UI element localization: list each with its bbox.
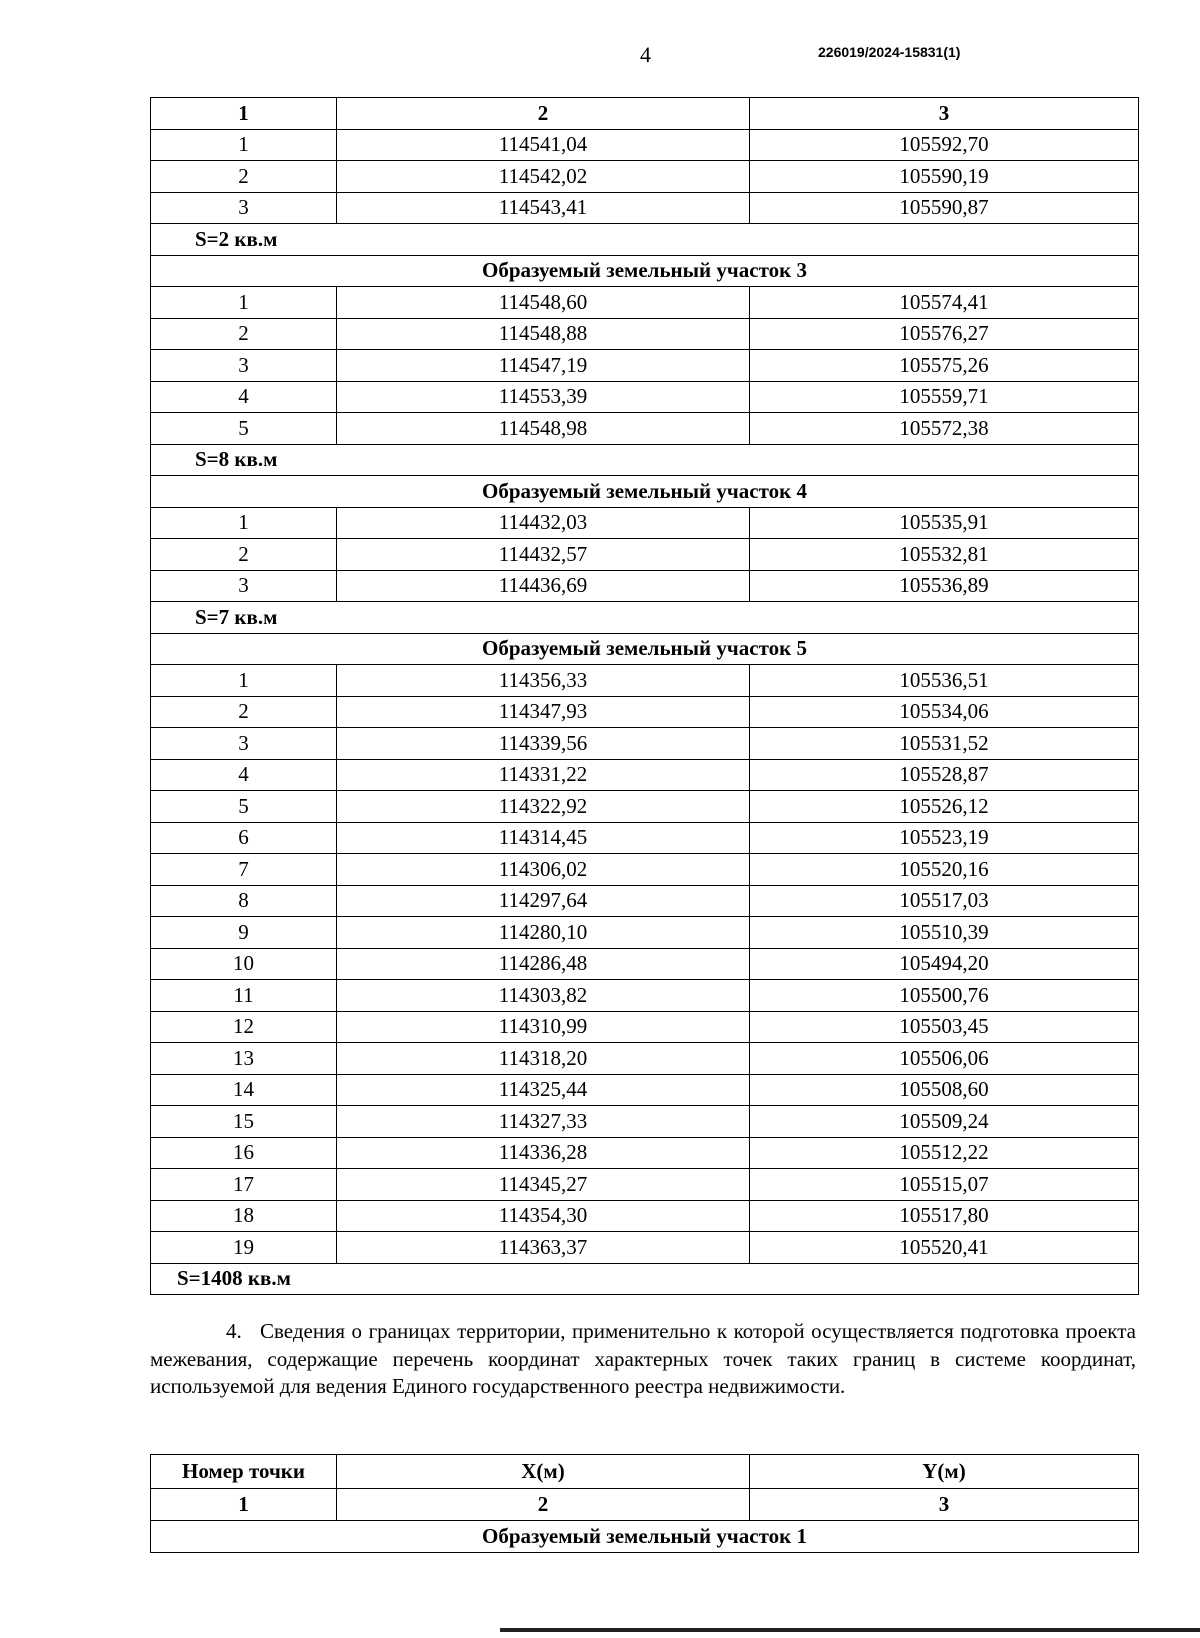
point-number-cell: 4 — [151, 381, 337, 413]
x-coordinate-cell: 114310,99 — [337, 1011, 750, 1043]
point-number-cell: 14 — [151, 1074, 337, 1106]
table-row — [151, 854, 1139, 886]
y-coordinate-cell: 105526,12 — [750, 791, 1139, 823]
header-cell-point-number: Номер точки — [151, 1455, 337, 1489]
area-row — [151, 602, 1139, 634]
table-header-row — [151, 1455, 1139, 1489]
point-number-cell: 7 — [151, 854, 337, 886]
page-number: 4 — [640, 42, 651, 67]
x-coordinate-cell: 114325,44 — [337, 1074, 750, 1106]
table-row — [151, 1011, 1139, 1043]
y-coordinate-cell: 105532,81 — [750, 539, 1139, 571]
y-coordinate-cell: 105575,26 — [750, 350, 1139, 382]
table-row — [151, 885, 1139, 917]
point-number-cell: 18 — [151, 1200, 337, 1232]
x-coordinate-cell: 114322,92 — [337, 791, 750, 823]
area-row — [151, 224, 1139, 256]
y-coordinate-cell: 105590,19 — [750, 161, 1139, 193]
point-number-cell: 10 — [151, 948, 337, 980]
point-number-cell: 13 — [151, 1043, 337, 1075]
table-row — [151, 192, 1139, 224]
point-number-cell: 2 — [151, 318, 337, 350]
table-row — [151, 287, 1139, 319]
y-coordinate-cell: 105536,89 — [750, 570, 1139, 602]
area-row — [151, 444, 1139, 476]
y-coordinate-cell: 105572,38 — [750, 413, 1139, 445]
area-row — [151, 1263, 1139, 1295]
y-coordinate-cell: 105515,07 — [750, 1169, 1139, 1201]
x-coordinate-cell: 114331,22 — [337, 759, 750, 791]
y-coordinate-cell: 105500,76 — [750, 980, 1139, 1012]
y-coordinate-cell: 105520,16 — [750, 854, 1139, 886]
table-row — [151, 129, 1139, 161]
table-row — [151, 413, 1139, 445]
table-row — [151, 350, 1139, 382]
point-number-cell: 2 — [151, 696, 337, 728]
parcel-title-row — [151, 1521, 1139, 1553]
subheader-cell: 3 — [750, 1489, 1139, 1521]
table-row — [151, 759, 1139, 791]
point-number-cell: 5 — [151, 413, 337, 445]
table-row — [151, 1137, 1139, 1169]
table-row — [151, 1200, 1139, 1232]
x-coordinate-cell: 114436,69 — [337, 570, 750, 602]
y-coordinate-cell: 105528,87 — [750, 759, 1139, 791]
y-coordinate-cell: 105509,24 — [750, 1106, 1139, 1138]
table-row — [151, 381, 1139, 413]
parcel-title: Образуемый земельный участок 5 — [151, 633, 1139, 665]
x-coordinate-cell: 114314,45 — [337, 822, 750, 854]
table-row — [151, 822, 1139, 854]
point-number-cell: 16 — [151, 1137, 337, 1169]
x-coordinate-cell: 114541,04 — [337, 129, 750, 161]
point-number-cell: 3 — [151, 570, 337, 602]
y-coordinate-cell: 105512,22 — [750, 1137, 1139, 1169]
point-number-cell: 1 — [151, 129, 337, 161]
document-code: 226019/2024-15831(1) — [818, 44, 961, 60]
point-number-cell: 2 — [151, 539, 337, 571]
point-number-cell: 17 — [151, 1169, 337, 1201]
point-number-cell: 3 — [151, 192, 337, 224]
scan-bottom-edge — [500, 1628, 1200, 1632]
x-coordinate-cell: 114345,27 — [337, 1169, 750, 1201]
y-coordinate-cell: 105576,27 — [750, 318, 1139, 350]
table-row — [151, 1232, 1139, 1264]
point-number-cell: 2 — [151, 161, 337, 193]
parcel-title: Образуемый земельный участок 1 — [151, 1521, 1139, 1553]
x-coordinate-cell: 114542,02 — [337, 161, 750, 193]
x-coordinate-cell: 114297,64 — [337, 885, 750, 917]
x-coordinate-cell: 114318,20 — [337, 1043, 750, 1075]
y-coordinate-cell: 105535,91 — [750, 507, 1139, 539]
x-coordinate-cell: 114543,41 — [337, 192, 750, 224]
table-row — [151, 1106, 1139, 1138]
parcel-area: S=8 кв.м — [151, 444, 1139, 476]
x-coordinate-cell: 114354,30 — [337, 1200, 750, 1232]
y-coordinate-cell: 105508,60 — [750, 1074, 1139, 1106]
table-row — [151, 1074, 1139, 1106]
table-row — [151, 948, 1139, 980]
table-subheader-row — [151, 1489, 1139, 1521]
y-coordinate-cell: 105574,41 — [750, 287, 1139, 319]
subheader-cell: 1 — [151, 1489, 337, 1521]
table-row — [151, 665, 1139, 697]
section-text: Сведения о границах территории, применительно к которой осуществляется подготовка проекта межевания, содержащие перечень координат характерных точек таких границ в системе координат, используемой для ведения Единого государственного реестра недвижимости. — [150, 1319, 1136, 1398]
point-number-cell: 4 — [151, 759, 337, 791]
point-number-cell: 1 — [151, 507, 337, 539]
y-coordinate-cell: 105494,20 — [750, 948, 1139, 980]
header-cell-y: Y(м) — [750, 1455, 1139, 1489]
parcel-title: Образуемый земельный участок 3 — [151, 255, 1139, 287]
parcel-title-row — [151, 476, 1139, 508]
x-coordinate-cell: 114336,28 — [337, 1137, 750, 1169]
point-number-cell: 5 — [151, 791, 337, 823]
x-coordinate-cell: 114280,10 — [337, 917, 750, 949]
table-row — [151, 980, 1139, 1012]
y-coordinate-cell: 105517,03 — [750, 885, 1139, 917]
point-number-cell: 3 — [151, 350, 337, 382]
subheader-cell: 2 — [337, 1489, 750, 1521]
parcel-area: S=7 кв.м — [151, 602, 1139, 634]
table-row — [151, 791, 1139, 823]
x-coordinate-cell: 114547,19 — [337, 350, 750, 382]
x-coordinate-cell: 114306,02 — [337, 854, 750, 886]
table-row — [151, 1043, 1139, 1075]
point-number-cell: 3 — [151, 728, 337, 760]
parcel-title-row — [151, 255, 1139, 287]
y-coordinate-cell: 105506,06 — [750, 1043, 1139, 1075]
x-coordinate-cell: 114303,82 — [337, 980, 750, 1012]
header-cell: 1 — [151, 98, 337, 130]
table-row — [151, 917, 1139, 949]
x-coordinate-cell: 114286,48 — [337, 948, 750, 980]
point-number-cell: 6 — [151, 822, 337, 854]
parcel-title-row — [151, 633, 1139, 665]
table-row — [151, 318, 1139, 350]
header-cell: 3 — [750, 98, 1139, 130]
point-number-cell: 15 — [151, 1106, 337, 1138]
table-row — [151, 161, 1139, 193]
x-coordinate-cell: 114339,56 — [337, 728, 750, 760]
x-coordinate-cell: 114432,03 — [337, 507, 750, 539]
y-coordinate-cell: 105592,70 — [750, 129, 1139, 161]
y-coordinate-cell: 105531,52 — [750, 728, 1139, 760]
x-coordinate-cell: 114432,57 — [337, 539, 750, 571]
x-coordinate-cell: 114548,60 — [337, 287, 750, 319]
x-coordinate-cell: 114347,93 — [337, 696, 750, 728]
x-coordinate-cell: 114356,33 — [337, 665, 750, 697]
x-coordinate-cell: 114363,37 — [337, 1232, 750, 1264]
table-row — [151, 1169, 1139, 1201]
point-number-cell: 1 — [151, 665, 337, 697]
table-header-row — [151, 98, 1139, 130]
y-coordinate-cell: 105536,51 — [750, 665, 1139, 697]
point-number-cell: 9 — [151, 917, 337, 949]
x-coordinate-cell: 114553,39 — [337, 381, 750, 413]
y-coordinate-cell: 105503,45 — [750, 1011, 1139, 1043]
x-coordinate-cell: 114548,98 — [337, 413, 750, 445]
point-number-cell: 11 — [151, 980, 337, 1012]
y-coordinate-cell: 105517,80 — [750, 1200, 1139, 1232]
table-row — [151, 696, 1139, 728]
boundary-coordinates-table — [150, 1454, 1139, 1553]
point-number-cell: 19 — [151, 1232, 337, 1264]
table-row — [151, 539, 1139, 571]
point-number-cell: 1 — [151, 287, 337, 319]
y-coordinate-cell: 105510,39 — [750, 917, 1139, 949]
y-coordinate-cell: 105590,87 — [750, 192, 1139, 224]
y-coordinate-cell: 105523,19 — [750, 822, 1139, 854]
parcel-area: S=1408 кв.м — [151, 1263, 1139, 1295]
table-row — [151, 570, 1139, 602]
table-row — [151, 507, 1139, 539]
section-number: 4. — [226, 1319, 242, 1343]
x-coordinate-cell: 114548,88 — [337, 318, 750, 350]
header-cell-x: X(м) — [337, 1455, 750, 1489]
parcel-area: S=2 кв.м — [151, 224, 1139, 256]
y-coordinate-cell: 105520,41 — [750, 1232, 1139, 1264]
coordinates-table — [150, 97, 1139, 1295]
y-coordinate-cell: 105534,06 — [750, 696, 1139, 728]
point-number-cell: 8 — [151, 885, 337, 917]
header-cell: 2 — [337, 98, 750, 130]
x-coordinate-cell: 114327,33 — [337, 1106, 750, 1138]
parcel-title: Образуемый земельный участок 4 — [151, 476, 1139, 508]
section-4-paragraph — [150, 1318, 1136, 1401]
point-number-cell: 12 — [151, 1011, 337, 1043]
table-row — [151, 728, 1139, 760]
y-coordinate-cell: 105559,71 — [750, 381, 1139, 413]
